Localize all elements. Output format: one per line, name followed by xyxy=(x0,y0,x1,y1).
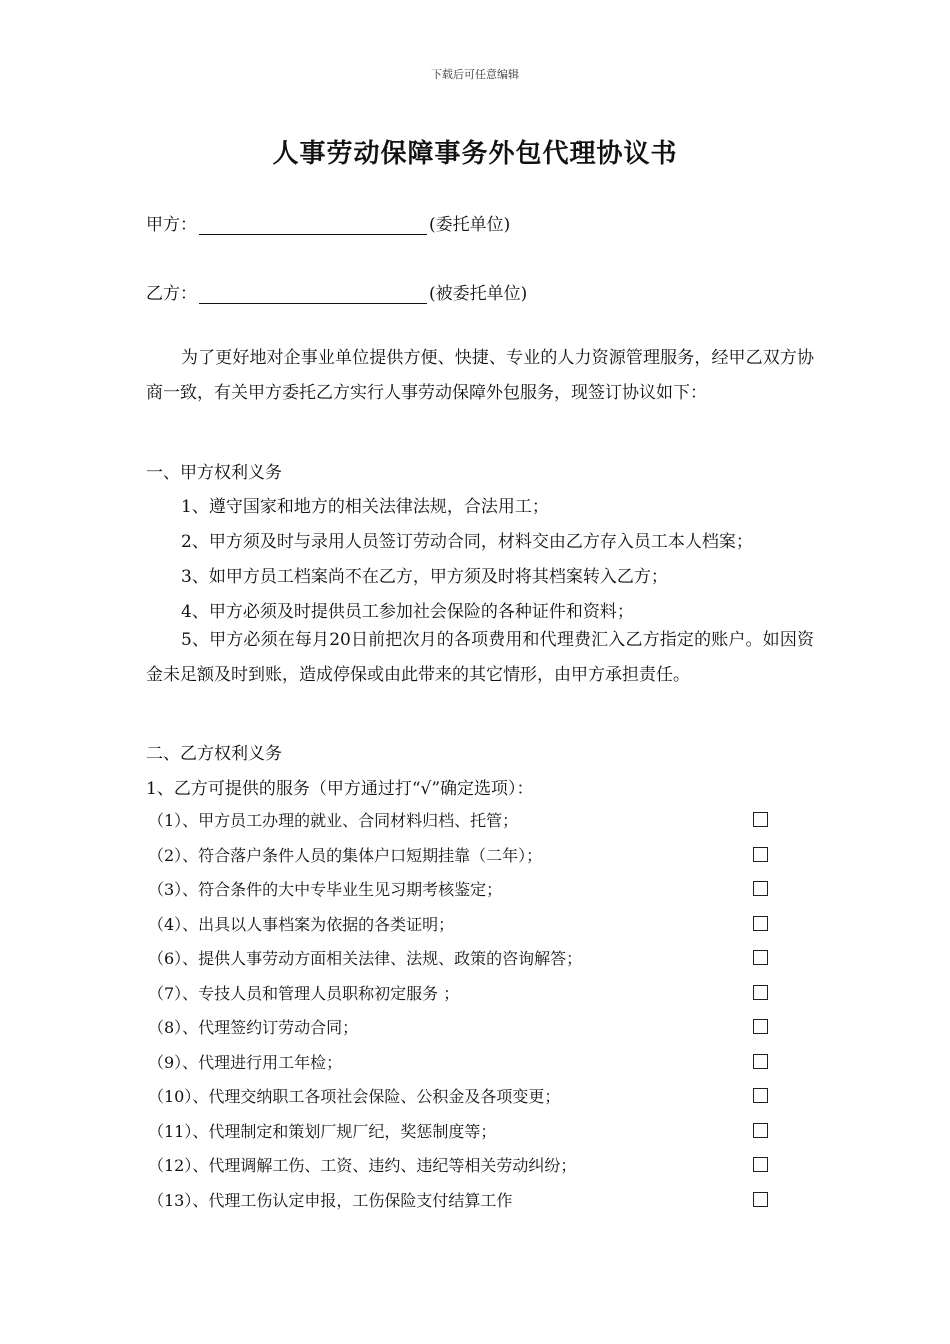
checkbox-icon[interactable] xyxy=(753,812,768,827)
service-option xyxy=(148,1153,768,1176)
section1-item: 4、甲方必须及时提供员工参加社会保险的各种证件和资料； xyxy=(181,602,634,622)
service-option-label: （4）、出具以人事档案为依据的各类证明； xyxy=(148,914,455,934)
section1-item: 3、如甲方员工档案尚不在乙方，甲方须及时将其档案转入乙方； xyxy=(181,567,668,587)
service-option-label: （8）、代理签约订劳动合同； xyxy=(148,1018,359,1037)
service-option xyxy=(148,912,768,935)
service-option-label: （10）、代理交纳职工各项社会保险、公积金及各项变更； xyxy=(148,1087,561,1106)
checkbox-icon[interactable] xyxy=(753,1192,768,1207)
intro-paragraph: 为了更好地对企事业单位提供方便、快捷、专业的人力资源管理服务，经甲乙双方协商一致，有关甲方委托乙方实行人事劳动保障外包服务，现签订协议如下： xyxy=(146,348,814,403)
party-b-blank xyxy=(199,285,427,304)
service-option xyxy=(148,1050,768,1073)
service-option xyxy=(148,1188,768,1211)
section1-item5: 5、甲方必须在每月20日前把次月的各项费用和代理费汇入乙方指定的账户。如因资金未足额及时到账，造成停保或由此带来的其它情形，由甲方承担责任。 xyxy=(146,630,814,685)
service-option-label: （1）、甲方员工办理的就业、合同材料归档、托管； xyxy=(148,811,519,830)
checkbox-icon[interactable] xyxy=(753,985,768,1000)
checkbox-icon[interactable] xyxy=(753,847,768,862)
service-option xyxy=(148,877,768,900)
service-option-label: （3）、符合条件的大中专毕业生见习期考核鉴定； xyxy=(148,880,503,899)
party-a-suffix: (委托单位) xyxy=(429,215,511,235)
party-a-label: 甲方： xyxy=(146,215,197,235)
checkbox-icon[interactable] xyxy=(753,950,768,965)
service-option-label: （6）、提供人事劳动方面相关法律、法规、政策的咨询解答； xyxy=(148,949,583,968)
services-intro: 1、乙方可提供的服务（甲方通过打“√”确定选项）： xyxy=(146,779,534,799)
party-a-blank xyxy=(199,216,427,235)
section1-item: 1、遵守国家和地方的相关法律法规，合法用工； xyxy=(181,497,549,517)
service-option-label: （13）、代理工伤认定申报，工伤保险支付结算工作 xyxy=(148,1190,513,1210)
checkbox-icon[interactable] xyxy=(753,881,768,896)
party-b-suffix: (被委托单位) xyxy=(429,284,528,304)
service-option-label: （11）、代理制定和策划厂规厂纪，奖惩制度等； xyxy=(148,1121,497,1141)
section1-item: 2、甲方须及时与录用人员签订劳动合同，材料交由乙方存入员工本人档案； xyxy=(181,532,753,552)
service-option xyxy=(148,1015,768,1038)
checkbox-icon[interactable] xyxy=(753,1157,768,1172)
service-option-label: （12）、代理调解工伤、工资、违约、违纪等相关劳动纠纷； xyxy=(148,1156,577,1175)
section1-heading: 一、甲方权利义务 xyxy=(146,463,282,483)
checkbox-icon[interactable] xyxy=(753,1123,768,1138)
checkbox-icon[interactable] xyxy=(753,1088,768,1103)
checkbox-icon[interactable] xyxy=(753,916,768,931)
party-b-line xyxy=(146,279,527,304)
service-option xyxy=(148,1084,768,1107)
party-a-line xyxy=(146,210,510,235)
service-option xyxy=(148,843,768,866)
service-option-label: （2）、符合落户条件人员的集体户口短期挂靠（二年）； xyxy=(148,845,543,865)
service-option-label: （9）、代理进行用工年检； xyxy=(148,1052,343,1072)
service-option xyxy=(148,946,768,969)
service-option xyxy=(148,981,768,1004)
checkbox-icon[interactable] xyxy=(753,1019,768,1034)
document-title: 人事劳动保障事务外包代理协议书 xyxy=(272,139,678,169)
service-option xyxy=(148,808,768,831)
party-b-label: 乙方： xyxy=(146,284,197,304)
service-option xyxy=(148,1119,768,1142)
checkbox-icon[interactable] xyxy=(753,1054,768,1069)
section2-heading: 二、乙方权利义务 xyxy=(146,744,282,764)
service-option-label: （7）、专技人员和管理人员职称初定服务 ； xyxy=(148,983,460,1003)
header-note: 下载后可任意编辑 xyxy=(431,68,519,81)
